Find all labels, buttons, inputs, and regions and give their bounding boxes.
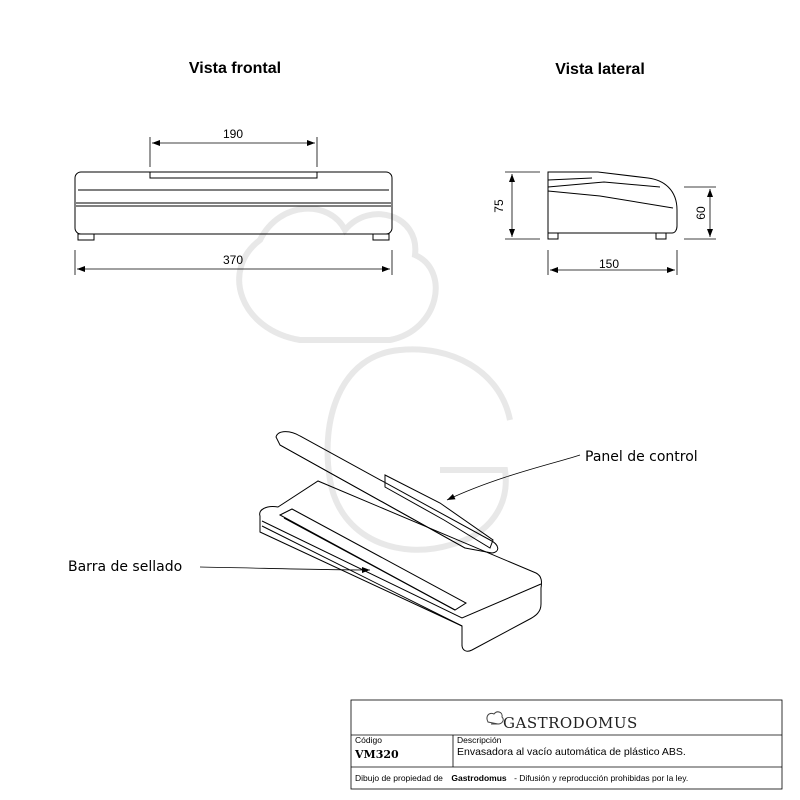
description-label: Descripción <box>457 735 502 745</box>
isometric-view <box>260 432 542 652</box>
dim-side-width: 150 <box>598 257 620 271</box>
side-view-title: Vista lateral <box>555 61 645 78</box>
side-view <box>548 172 677 239</box>
callout-leaders <box>200 455 580 570</box>
dim-front-width: 370 <box>222 253 244 267</box>
watermark-logo <box>239 209 510 550</box>
footer-note <box>355 768 688 785</box>
control-panel-label: Panel de control <box>585 449 698 465</box>
code-value: VM320 <box>355 748 399 761</box>
description-value: Envasadora al vacío automática de plástico ABS. <box>457 746 686 758</box>
sealing-bar-label: Barra de sellado <box>68 559 183 575</box>
dim-side-height: 75 <box>492 199 506 213</box>
code-label: Código <box>355 735 382 745</box>
footer-suffix: - Difusión y reproducción prohibidas por la ley. <box>514 773 689 783</box>
footer-prefix: Dibujo de propiedad de <box>355 773 443 783</box>
front-view-title: Vista frontal <box>188 60 282 77</box>
gastrodomus-logo-icon <box>487 712 503 724</box>
brand-name: GASTRODOMUS <box>503 714 638 732</box>
dim-front-top: 190 <box>222 127 244 141</box>
dim-side-height-right: 60 <box>694 206 708 220</box>
footer-brand: Gastrodomus <box>451 773 507 783</box>
